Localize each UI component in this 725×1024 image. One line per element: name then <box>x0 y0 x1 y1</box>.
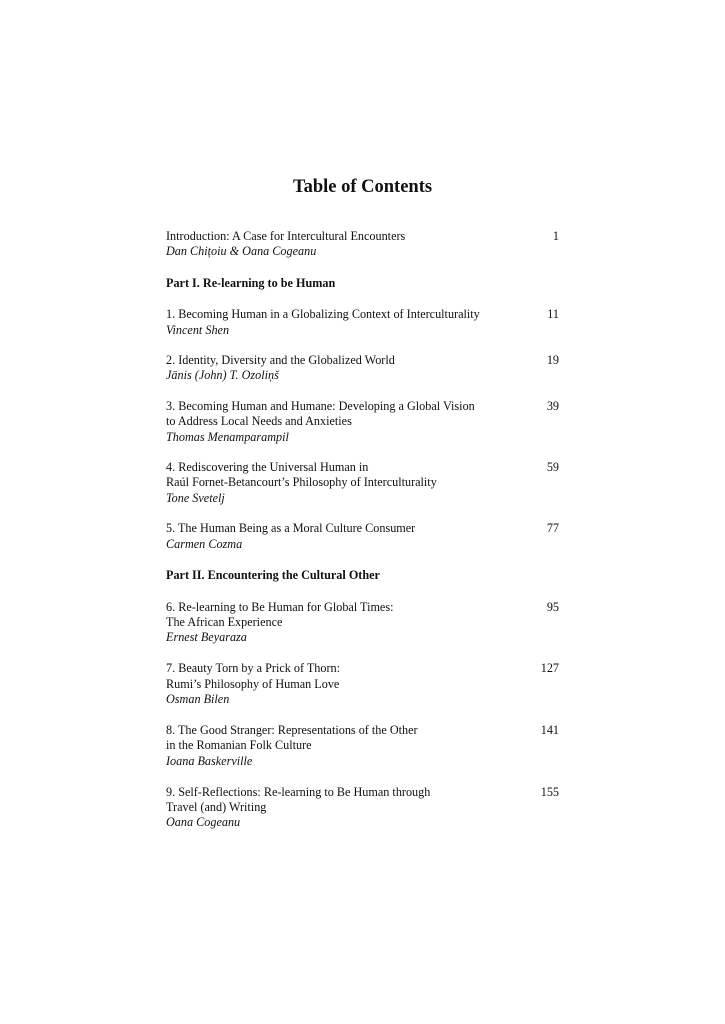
toc-entry-chapter-9[interactable] <box>166 785 559 831</box>
toc-entry-page-number: 11 <box>547 307 559 322</box>
toc-entry-title: 5. The Human Being as a Moral Culture Consumer <box>166 521 416 536</box>
toc-entry-page-number: 19 <box>546 353 559 368</box>
toc-entry-title: Introduction: A Case for Intercultural Encounters <box>166 229 406 243</box>
toc-entry-page-number: 77 <box>546 521 559 536</box>
toc-entry-author: Vincent Shen <box>166 322 230 337</box>
toc-entry-page-number: 141 <box>540 722 559 737</box>
part-heading-1: Part I. Re-learning to be Human <box>166 275 336 290</box>
toc-entry-chapter-4[interactable] <box>166 460 559 506</box>
toc-entry-author: Thomas Menamparampil <box>166 429 289 444</box>
toc-entry-chapter-3[interactable] <box>166 399 559 445</box>
toc-entry-title-continued: Rumi’s Philosophy of Human Love <box>166 676 340 691</box>
toc-entry-title: 9. Self-Reflections: Re-learning to Be Human through <box>166 784 431 799</box>
toc-entry-chapter-7[interactable] <box>166 661 559 707</box>
toc-entry-author: Osman Bilen <box>166 692 230 707</box>
toc-entry-chapter-5[interactable] <box>166 521 559 552</box>
toc-entry-author: Oana Cogeanu <box>166 815 241 830</box>
toc-entry-title-continued: to Address Local Needs and Anxieties <box>166 414 352 429</box>
toc-entry-page-number: 95 <box>546 599 559 614</box>
toc-entry-title: 2. Identity, Diversity and the Globalized World <box>166 353 395 368</box>
toc-entry-page-number: 155 <box>540 784 559 799</box>
toc-entry-title-continued: in the Romanian Folk Culture <box>166 738 312 753</box>
toc-entry-chapter-8[interactable] <box>166 723 559 769</box>
toc-entry-chapter-2[interactable] <box>166 353 559 384</box>
toc-entry-title-continued: Travel (and) Writing <box>166 800 267 815</box>
toc-entry-title-continued: Raúl Fornet-Betancourt’s Philosophy of Interculturality <box>166 475 437 490</box>
toc-entry-author: Dan Chițoiu & Oana Cogeanu <box>166 244 317 259</box>
toc-entry-page-number: 1 <box>552 229 559 243</box>
page-title: Table of Contents <box>292 177 433 197</box>
toc-entry-title-continued: The African Experience <box>166 614 283 629</box>
toc-entry-title: 1. Becoming Human in a Globalizing Context of Interculturality <box>166 307 480 322</box>
toc-entry-author: Ernest Beyaraza <box>166 630 247 645</box>
toc-entry-title: 3. Becoming Human and Humane: Developing a Global Vision <box>166 398 475 413</box>
toc-entry-title: 6. Re-learning to Be Human for Global Times: <box>166 599 394 614</box>
table-of-contents <box>166 229 559 831</box>
toc-entry-title: 8. The Good Stranger: Representations of the Other <box>166 722 418 737</box>
toc-entry-author: Tone Svetelj <box>166 490 225 505</box>
part-heading-2: Part II. Encountering the Cultural Other <box>166 568 380 583</box>
toc-entry-page-number: 39 <box>546 398 559 413</box>
toc-entry-author: Carmen Cozma <box>166 536 243 551</box>
toc-entry-chapter-6[interactable] <box>166 600 559 646</box>
toc-entry-introduction[interactable] <box>166 229 559 260</box>
toc-entry-title: 4. Rediscovering the Universal Human in <box>166 460 369 475</box>
toc-entry-title: 7. Beauty Torn by a Prick of Thorn: <box>166 661 341 676</box>
toc-entry-chapter-1[interactable] <box>166 307 559 338</box>
toc-entry-author: Jānis (John) T. Ozoliņš <box>166 368 279 383</box>
toc-entry-page-number: 127 <box>540 661 559 676</box>
toc-entry-author: Ioana Baskerville <box>166 753 253 768</box>
toc-entry-page-number: 59 <box>546 460 559 475</box>
